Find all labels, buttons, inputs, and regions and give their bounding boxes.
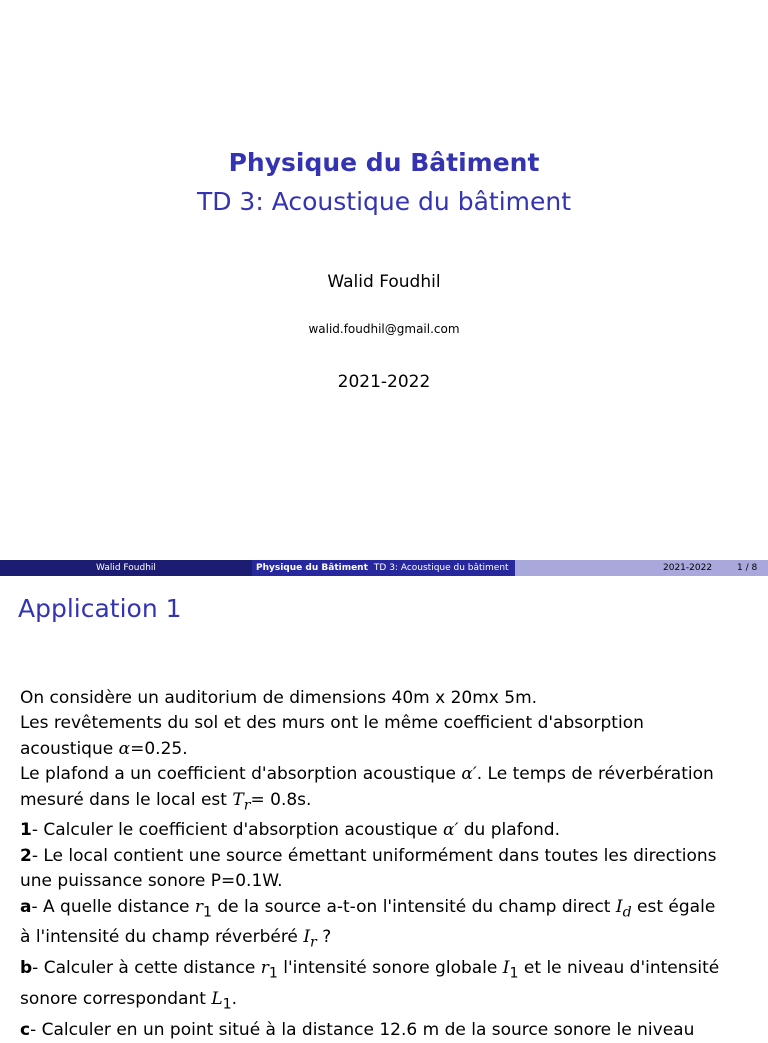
slide-title: Application 1 [18,594,182,623]
text-line: On considère un auditorium de dimensions 40m x 20mx 5m. [20,688,538,708]
r1-subscript: 1 [202,904,212,921]
i1-subscript: 1 [509,965,519,982]
exercise-text [20,686,760,1043]
text-line [20,895,760,926]
text-run: sonore correspondant [20,989,212,1010]
alpha-symbol: α [118,738,131,759]
i1-symbol: I [502,958,510,979]
question-number: 2 [20,845,32,866]
text-run: - Calculer en un point situé à la distance 12.6 m de la source sonore le niveau [30,1019,695,1040]
text-run: à l'intensité du champ réverbéré [20,927,304,948]
text-run: de la source a-t-on l'intensité du champ direct [211,896,616,917]
text-run: mesuré dans le local est [20,789,233,810]
slide-footer [0,560,768,576]
text-run: . Le temps de réverbération [476,764,714,785]
presentation-title: Physique du Bâtiment [228,148,540,177]
tr-subscript: r [243,797,251,814]
text-run: - Le local contient une source émettant uniformément dans toutes les directions [31,845,717,866]
text-line [20,956,760,987]
ir-symbol: I [303,927,311,948]
text-line [20,925,760,956]
footer-date-segment [515,560,768,576]
r1-symbol: r [260,958,269,979]
text-run: acoustique [20,738,119,759]
text-run: l'intensité sonore globale [277,958,503,979]
text-line: Les revêtements du sol et des murs ont le même coefficient d'absorption [20,713,644,734]
l1-symbol: L [211,989,223,1010]
l1-subscript: 1 [222,996,232,1013]
question-letter: a [20,896,32,917]
footer-date: 2021-2022 [663,563,713,573]
text-run: Le plafond a un coefficient d'absorption acoustique [20,764,462,785]
text-run: du plafond. [458,820,560,841]
text-run: = 0.8s. [250,789,312,810]
text-line [20,818,760,843]
text-line [20,762,760,787]
author-name: Walid Foudhil [327,272,441,292]
alpha-prime-symbol: α′ [461,764,477,785]
question-letter: b [20,958,33,979]
footer-author: Walid Foudhil [96,563,156,573]
text-line [20,737,760,762]
text-run: - Calculer le coefficient d'absorption acoustique [31,820,443,841]
academic-year: 2021-2022 [337,372,431,392]
text-line [20,788,760,819]
footer-title-segment [252,560,515,576]
question-number: 1 [20,820,32,841]
tr-symbol: T [232,789,244,810]
r1-symbol: r [194,896,203,917]
id-symbol: I [615,896,623,917]
footer-author-segment [0,560,252,576]
r1-subscript: 1 [268,965,278,982]
text-line [20,844,760,869]
text-line: une puissance sonore P=0.1W. [20,871,283,892]
text-run: =0.25. [130,738,188,759]
alpha-prime-symbol: α′ [442,820,459,841]
text-run: - A quelle distance [31,896,195,917]
id-subscript: d [622,904,632,921]
footer-page-number: 1 / 8 [737,563,758,573]
footer-title-bold: Physique du Bâtiment [256,563,368,573]
text-run: et le niveau d'intensité [518,958,720,979]
ir-subscript: r [310,934,317,951]
text-run: - Calculer à cette distance [32,958,261,979]
question-letter: c [20,1019,31,1040]
text-run: ? [316,927,332,948]
text-run: est égale [631,896,716,917]
text-run: . [231,989,238,1010]
text-line [20,987,760,1018]
text-line [20,1018,760,1043]
presentation-subtitle: TD 3: Acoustique du bâtiment [196,187,572,216]
author-email: walid.foudhil@gmail.com [308,322,460,336]
footer-title-rest: TD 3: Acoustique du bâtiment [373,563,509,573]
